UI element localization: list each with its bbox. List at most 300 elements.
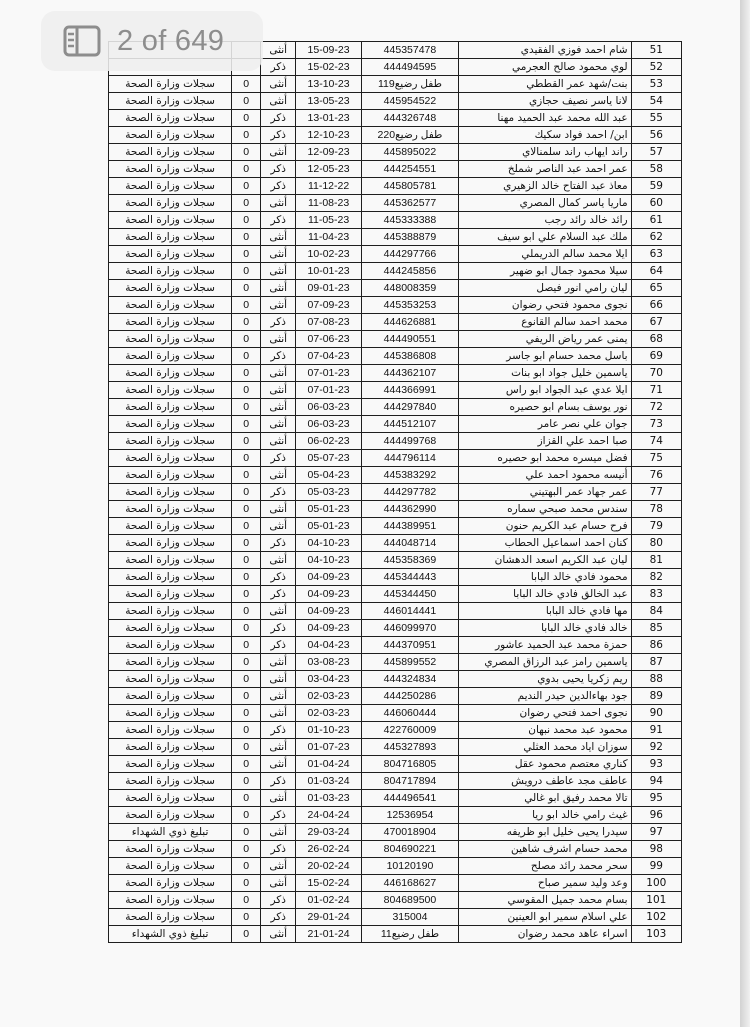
record-gender: أنثى xyxy=(261,671,296,688)
record-number: 64 xyxy=(631,263,681,280)
record-flag: 0 xyxy=(232,688,261,705)
table-row xyxy=(109,926,682,943)
record-id: 445899552 xyxy=(361,654,458,671)
record-id: 446168627 xyxy=(361,875,458,892)
record-flag: 0 xyxy=(232,314,261,331)
record-date: 29-01-24 xyxy=(296,909,361,926)
record-flag: 0 xyxy=(232,705,261,722)
record-name: محمود فادي خالد البابا xyxy=(459,569,631,586)
table-row xyxy=(109,586,682,603)
table-row xyxy=(109,178,682,195)
record-number: 90 xyxy=(631,705,681,722)
record-flag: 0 xyxy=(232,229,261,246)
record-source: سجلات وزارة الصحة xyxy=(109,620,232,637)
record-source: سجلات وزارة الصحة xyxy=(109,127,232,144)
record-gender: ذكر xyxy=(261,127,296,144)
record-id: 444362990 xyxy=(361,501,458,518)
record-name: يمنى عمر رياض الريفي xyxy=(459,331,631,348)
record-number: 76 xyxy=(631,467,681,484)
record-flag: 0 xyxy=(232,858,261,875)
record-source: سجلات وزارة الصحة xyxy=(109,909,232,926)
record-date: 09-01-23 xyxy=(296,280,361,297)
record-name: حمزة محمد عبد الحميد عاشور xyxy=(459,637,631,654)
table-row xyxy=(109,688,682,705)
record-number: 78 xyxy=(631,501,681,518)
table-row xyxy=(109,195,682,212)
record-id: 444366991 xyxy=(361,382,458,399)
record-gender: ذكر xyxy=(261,450,296,467)
record-name: كنان احمد اسماعيل الحطاب xyxy=(459,535,631,552)
record-number: 96 xyxy=(631,807,681,824)
record-gender: ذكر xyxy=(261,161,296,178)
record-source: سجلات وزارة الصحة xyxy=(109,501,232,518)
record-name: ليان رامي انور فيصل xyxy=(459,280,631,297)
record-gender: ذكر xyxy=(261,110,296,127)
record-id: 445362577 xyxy=(361,195,458,212)
record-id: 444499768 xyxy=(361,433,458,450)
record-name: جود بهاءالدين حيدر النديم xyxy=(459,688,631,705)
record-date: 04-09-23 xyxy=(296,603,361,620)
record-date: 03-08-23 xyxy=(296,654,361,671)
record-date: 05-07-23 xyxy=(296,450,361,467)
record-date: 24-04-24 xyxy=(296,807,361,824)
record-id: 444297766 xyxy=(361,246,458,263)
record-source: سجلات وزارة الصحة xyxy=(109,892,232,909)
table-row xyxy=(109,552,682,569)
record-name: كناري معتصم محمود عقل xyxy=(459,756,631,773)
record-flag: 0 xyxy=(232,450,261,467)
record-source: سجلات وزارة الصحة xyxy=(109,654,232,671)
record-flag: 0 xyxy=(232,246,261,263)
record-date: 13-01-23 xyxy=(296,110,361,127)
record-number: 87 xyxy=(631,654,681,671)
page-indicator[interactable] xyxy=(41,11,263,71)
record-gender: أنثى xyxy=(261,246,296,263)
record-id: 445358369 xyxy=(361,552,458,569)
record-flag: 0 xyxy=(232,790,261,807)
record-number: 72 xyxy=(631,399,681,416)
record-source: سجلات وزارة الصحة xyxy=(109,569,232,586)
record-date: 04-04-23 xyxy=(296,637,361,654)
table-row xyxy=(109,314,682,331)
table-row xyxy=(109,348,682,365)
record-source: سجلات وزارة الصحة xyxy=(109,450,232,467)
table-row xyxy=(109,705,682,722)
record-source: سجلات وزارة الصحة xyxy=(109,467,232,484)
record-flag: 0 xyxy=(232,535,261,552)
record-flag: 0 xyxy=(232,178,261,195)
record-source: سجلات وزارة الصحة xyxy=(109,790,232,807)
record-gender: أنثى xyxy=(261,433,296,450)
record-name: وعد وليد سمير صباح xyxy=(459,875,631,892)
record-name: فرح حسام عبد الكريم حنون xyxy=(459,518,631,535)
record-id: 444297782 xyxy=(361,484,458,501)
record-source: سجلات وزارة الصحة xyxy=(109,773,232,790)
record-flag: 0 xyxy=(232,875,261,892)
record-name: عمر جهاد عمر البهتيني xyxy=(459,484,631,501)
record-id: 470018904 xyxy=(361,824,458,841)
record-gender: أنثى xyxy=(261,195,296,212)
record-id: 444512107 xyxy=(361,416,458,433)
record-flag: 0 xyxy=(232,824,261,841)
record-flag: 0 xyxy=(232,637,261,654)
record-flag: 0 xyxy=(232,280,261,297)
record-gender: أنثى xyxy=(261,654,296,671)
record-source: سجلات وزارة الصحة xyxy=(109,314,232,331)
record-source: سجلات وزارة الصحة xyxy=(109,756,232,773)
record-id: 10120190 xyxy=(361,858,458,875)
record-gender: أنثى xyxy=(261,263,296,280)
record-flag: 0 xyxy=(232,467,261,484)
record-flag: 0 xyxy=(232,263,261,280)
record-source: سجلات وزارة الصحة xyxy=(109,331,232,348)
record-number: 84 xyxy=(631,603,681,620)
record-number: 55 xyxy=(631,110,681,127)
table-row xyxy=(109,909,682,926)
record-gender: أنثى xyxy=(261,331,296,348)
table-row xyxy=(109,790,682,807)
table-row xyxy=(109,76,682,93)
record-gender: ذكر xyxy=(261,637,296,654)
record-source: سجلات وزارة الصحة xyxy=(109,484,232,501)
table-row xyxy=(109,382,682,399)
record-number: 80 xyxy=(631,535,681,552)
record-number: 100 xyxy=(631,875,681,892)
record-name: سوزان اياد محمد العثلي xyxy=(459,739,631,756)
record-name: رائد خالد رائد رجب xyxy=(459,212,631,229)
record-gender: أنثى xyxy=(261,467,296,484)
table-row xyxy=(109,263,682,280)
record-source: سجلات وزارة الصحة xyxy=(109,875,232,892)
record-number: 66 xyxy=(631,297,681,314)
record-source: سجلات وزارة الصحة xyxy=(109,858,232,875)
table-row xyxy=(109,399,682,416)
record-date: 03-04-23 xyxy=(296,671,361,688)
record-number: 53 xyxy=(631,76,681,93)
record-gender: ذكر xyxy=(261,722,296,739)
record-gender: ذكر xyxy=(261,348,296,365)
record-date: 07-01-23 xyxy=(296,365,361,382)
record-id: طفل رضيع220 xyxy=(361,127,458,144)
record-date: 04-09-23 xyxy=(296,586,361,603)
table-row xyxy=(109,484,682,501)
record-flag: 0 xyxy=(232,127,261,144)
record-source: سجلات وزارة الصحة xyxy=(109,246,232,263)
record-source: سجلات وزارة الصحة xyxy=(109,722,232,739)
page-indicator-text: 2 of 649 xyxy=(117,24,225,57)
record-date: 01-07-23 xyxy=(296,739,361,756)
record-flag: 0 xyxy=(232,892,261,909)
record-id: 444326748 xyxy=(361,110,458,127)
record-flag: 0 xyxy=(232,399,261,416)
record-date: 05-01-23 xyxy=(296,501,361,518)
record-id: 445357478 xyxy=(361,42,458,59)
record-id: 445333388 xyxy=(361,212,458,229)
record-id: 446014441 xyxy=(361,603,458,620)
record-name: لوي محمود صالح العجرمي xyxy=(459,59,631,76)
record-flag: 0 xyxy=(232,297,261,314)
record-flag: 0 xyxy=(232,926,261,943)
record-source: تبليغ ذوي الشهداء xyxy=(109,926,232,943)
record-name: اسراء عاهد محمد رضوان xyxy=(459,926,631,943)
record-name: تالا محمد رفيق ابو غالي xyxy=(459,790,631,807)
record-gender: ذكر xyxy=(261,909,296,926)
record-number: 52 xyxy=(631,59,681,76)
record-id: 446099970 xyxy=(361,620,458,637)
table-row xyxy=(109,280,682,297)
record-source: سجلات وزارة الصحة xyxy=(109,603,232,620)
record-id: 448008359 xyxy=(361,280,458,297)
record-date: 05-01-23 xyxy=(296,518,361,535)
record-id: 445344443 xyxy=(361,569,458,586)
record-number: 73 xyxy=(631,416,681,433)
record-source: سجلات وزارة الصحة xyxy=(109,297,232,314)
record-number: 70 xyxy=(631,365,681,382)
record-id: 445954522 xyxy=(361,93,458,110)
record-number: 68 xyxy=(631,331,681,348)
table-row xyxy=(109,229,682,246)
record-number: 85 xyxy=(631,620,681,637)
table-row xyxy=(109,671,682,688)
record-id: 12536954 xyxy=(361,807,458,824)
record-gender: أنثى xyxy=(261,858,296,875)
records-table xyxy=(108,41,682,943)
record-date: 15-09-23 xyxy=(296,42,361,59)
record-number: 88 xyxy=(631,671,681,688)
record-flag: 0 xyxy=(232,484,261,501)
record-source: سجلات وزارة الصحة xyxy=(109,688,232,705)
record-gender: أنثى xyxy=(261,875,296,892)
record-date: 12-10-23 xyxy=(296,127,361,144)
record-id: 445388879 xyxy=(361,229,458,246)
table-row xyxy=(109,722,682,739)
record-date: 04-10-23 xyxy=(296,535,361,552)
record-gender: أنثى xyxy=(261,501,296,518)
record-gender: أنثى xyxy=(261,603,296,620)
record-number: 51 xyxy=(631,42,681,59)
record-number: 94 xyxy=(631,773,681,790)
record-flag: 0 xyxy=(232,671,261,688)
record-date: 01-04-24 xyxy=(296,756,361,773)
record-id: 444324834 xyxy=(361,671,458,688)
record-source: سجلات وزارة الصحة xyxy=(109,739,232,756)
record-number: 63 xyxy=(631,246,681,263)
record-name: ياسمين خليل جواد ابو بنات xyxy=(459,365,631,382)
record-date: 05-03-23 xyxy=(296,484,361,501)
record-source: سجلات وزارة الصحة xyxy=(109,263,232,280)
record-name: نجوى احمد فتحي رضوان xyxy=(459,705,631,722)
record-date: 07-01-23 xyxy=(296,382,361,399)
record-gender: ذكر xyxy=(261,892,296,909)
record-date: 11-08-23 xyxy=(296,195,361,212)
record-gender: أنثى xyxy=(261,280,296,297)
record-date: 13-05-23 xyxy=(296,93,361,110)
record-id: 444389951 xyxy=(361,518,458,535)
record-id: 445386808 xyxy=(361,348,458,365)
record-id: 804690221 xyxy=(361,841,458,858)
record-number: 101 xyxy=(631,892,681,909)
record-date: 07-08-23 xyxy=(296,314,361,331)
record-flag: 0 xyxy=(232,807,261,824)
record-flag: 0 xyxy=(232,110,261,127)
record-flag: 0 xyxy=(232,161,261,178)
record-date: 01-02-24 xyxy=(296,892,361,909)
record-date: 11-04-23 xyxy=(296,229,361,246)
record-number: 79 xyxy=(631,518,681,535)
record-flag: 0 xyxy=(232,756,261,773)
record-gender: أنثى xyxy=(261,93,296,110)
record-number: 59 xyxy=(631,178,681,195)
page-edge-shadow xyxy=(740,0,750,1027)
record-date: 04-09-23 xyxy=(296,620,361,637)
record-number: 75 xyxy=(631,450,681,467)
record-number: 86 xyxy=(631,637,681,654)
record-number: 58 xyxy=(631,161,681,178)
record-id: طفل رضيع11 xyxy=(361,926,458,943)
record-number: 102 xyxy=(631,909,681,926)
record-number: 62 xyxy=(631,229,681,246)
record-id: 444250286 xyxy=(361,688,458,705)
record-name: غيث رامي خالد ابو ريا xyxy=(459,807,631,824)
record-name: ملك عبد السلام علي ابو سيف xyxy=(459,229,631,246)
record-date: 01-03-23 xyxy=(296,790,361,807)
record-source: سجلات وزارة الصحة xyxy=(109,807,232,824)
record-source: سجلات وزارة الصحة xyxy=(109,705,232,722)
record-name: نور يوسف بسام ابو حصيره xyxy=(459,399,631,416)
record-id: 444494595 xyxy=(361,59,458,76)
record-name: ابن/ احمد فواد سكيك xyxy=(459,127,631,144)
record-gender: أنثى xyxy=(261,229,296,246)
record-gender: ذكر xyxy=(261,773,296,790)
record-flag: 0 xyxy=(232,212,261,229)
record-id: 444362107 xyxy=(361,365,458,382)
record-date: 11-12-22 xyxy=(296,178,361,195)
record-source: سجلات وزارة الصحة xyxy=(109,841,232,858)
record-name: أنيسه محمود احمد علي xyxy=(459,467,631,484)
record-source: تبليغ ذوي الشهداء xyxy=(109,824,232,841)
record-name: باسل محمد حسام ابو جاسر xyxy=(459,348,631,365)
record-name: ليان عبد الكريم اسعد الدهشان xyxy=(459,552,631,569)
table-row xyxy=(109,620,682,637)
table-row xyxy=(109,858,682,875)
record-name: سحر محمد رائد مصلح xyxy=(459,858,631,875)
record-flag: 0 xyxy=(232,654,261,671)
record-name: صبا احمد علي القزاز xyxy=(459,433,631,450)
table-row xyxy=(109,807,682,824)
record-date: 07-06-23 xyxy=(296,331,361,348)
record-name: مها فادي خالد البابا xyxy=(459,603,631,620)
sidebar-icon[interactable] xyxy=(63,25,101,57)
record-number: 65 xyxy=(631,280,681,297)
record-date: 11-05-23 xyxy=(296,212,361,229)
record-gender: أنثى xyxy=(261,824,296,841)
record-number: 67 xyxy=(631,314,681,331)
record-source: سجلات وزارة الصحة xyxy=(109,637,232,654)
record-gender: أنثى xyxy=(261,739,296,756)
record-flag: 0 xyxy=(232,416,261,433)
record-number: 77 xyxy=(631,484,681,501)
record-flag: 0 xyxy=(232,841,261,858)
record-gender: ذكر xyxy=(261,59,296,76)
table-row xyxy=(109,110,682,127)
table-row xyxy=(109,416,682,433)
record-id: 444297840 xyxy=(361,399,458,416)
record-date: 29-03-24 xyxy=(296,824,361,841)
record-id: 444048714 xyxy=(361,535,458,552)
record-date: 02-03-23 xyxy=(296,688,361,705)
record-source: سجلات وزارة الصحة xyxy=(109,195,232,212)
record-gender: ذكر xyxy=(261,314,296,331)
record-date: 21-01-24 xyxy=(296,926,361,943)
record-source: سجلات وزارة الصحة xyxy=(109,212,232,229)
record-gender: أنثى xyxy=(261,76,296,93)
record-source: سجلات وزارة الصحة xyxy=(109,365,232,382)
record-source: سجلات وزارة الصحة xyxy=(109,76,232,93)
record-number: 54 xyxy=(631,93,681,110)
table-row xyxy=(109,501,682,518)
record-number: 61 xyxy=(631,212,681,229)
record-gender: ذكر xyxy=(261,484,296,501)
record-name: محمد حسام اشرف شاهين xyxy=(459,841,631,858)
record-name: فضل ميسره محمد ابو حصيره xyxy=(459,450,631,467)
record-gender: ذكر xyxy=(261,586,296,603)
record-id: طفل رضيع119 xyxy=(361,76,458,93)
record-gender: أنثى xyxy=(261,688,296,705)
record-date: 10-01-23 xyxy=(296,263,361,280)
record-name: بنت/شهد عمر القططي xyxy=(459,76,631,93)
record-name: راند ايهاب راند سلمنالاي xyxy=(459,144,631,161)
record-source: سجلات وزارة الصحة xyxy=(109,93,232,110)
record-gender: أنثى xyxy=(261,399,296,416)
record-id: 422760009 xyxy=(361,722,458,739)
record-id: 444490551 xyxy=(361,331,458,348)
record-number: 93 xyxy=(631,756,681,773)
record-flag: 0 xyxy=(232,739,261,756)
record-name: عبد الخالق فادي خالد البابا xyxy=(459,586,631,603)
record-gender: أنثى xyxy=(261,382,296,399)
record-date: 15-02-23 xyxy=(296,59,361,76)
table-row xyxy=(109,433,682,450)
record-source: سجلات وزارة الصحة xyxy=(109,110,232,127)
record-number: 98 xyxy=(631,841,681,858)
record-flag: 0 xyxy=(232,909,261,926)
table-row xyxy=(109,875,682,892)
record-source: سجلات وزارة الصحة xyxy=(109,416,232,433)
record-source: سجلات وزارة الصحة xyxy=(109,671,232,688)
record-gender: أنثى xyxy=(261,518,296,535)
record-gender: أنثى xyxy=(261,416,296,433)
record-date: 07-09-23 xyxy=(296,297,361,314)
record-name: عمر احمد عبد الناصر شملخ xyxy=(459,161,631,178)
record-flag: 0 xyxy=(232,331,261,348)
record-flag: 0 xyxy=(232,501,261,518)
record-name: ايلا محمد سالم الدريملي xyxy=(459,246,631,263)
record-id: 804716805 xyxy=(361,756,458,773)
record-id: 445895022 xyxy=(361,144,458,161)
table-row xyxy=(109,841,682,858)
record-gender: ذكر xyxy=(261,807,296,824)
record-flag: 0 xyxy=(232,518,261,535)
table-row xyxy=(109,892,682,909)
table-row xyxy=(109,824,682,841)
record-name: بسام محمد جميل المقوسي xyxy=(459,892,631,909)
record-date: 13-10-23 xyxy=(296,76,361,93)
record-name: سندس محمد صبحي سماره xyxy=(459,501,631,518)
record-gender: ذكر xyxy=(261,620,296,637)
record-source: سجلات وزارة الصحة xyxy=(109,178,232,195)
record-source: سجلات وزارة الصحة xyxy=(109,382,232,399)
record-source: سجلات وزارة الصحة xyxy=(109,586,232,603)
